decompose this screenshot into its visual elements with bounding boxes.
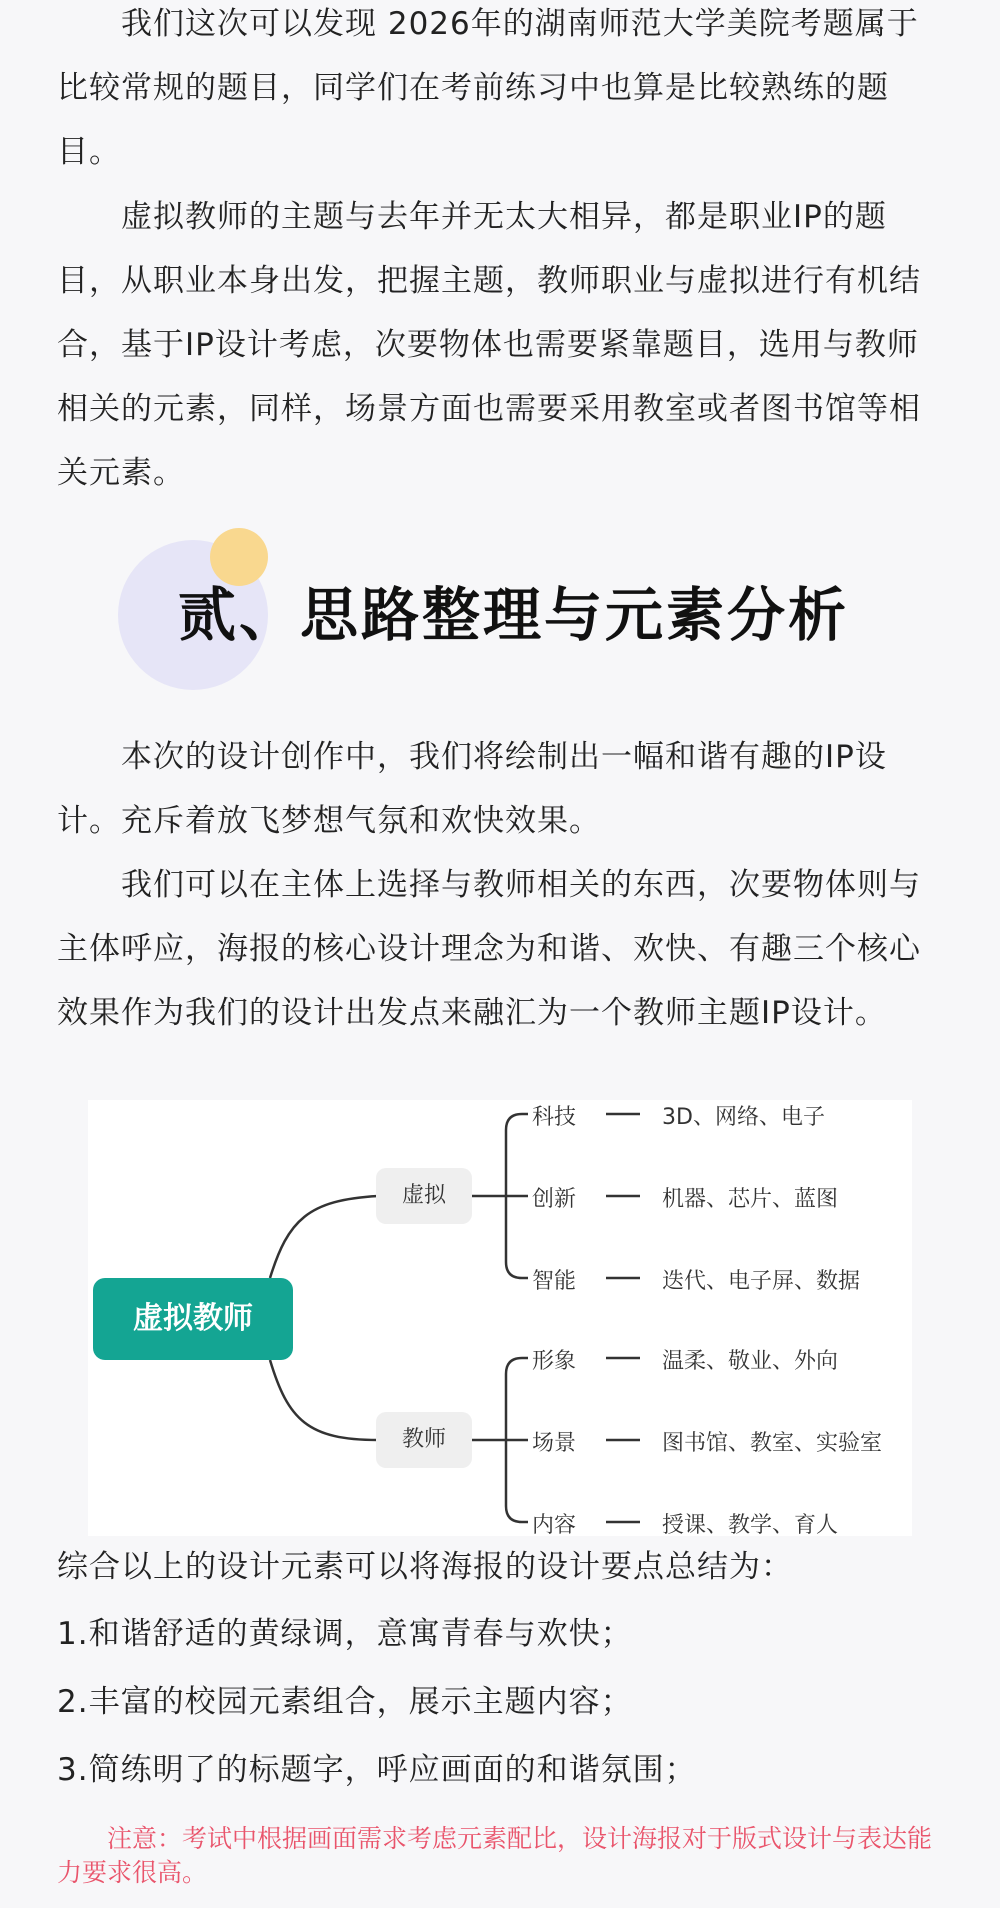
leaf-key: 创新 [532,1187,577,1212]
leaf-value: 授课、教学、育人 [662,1513,839,1538]
section-heading [0,540,1000,690]
leaf-key: 内容 [532,1513,577,1538]
leaf-value: 机器、芯片、蓝图 [662,1187,839,1212]
leaf-value: 图书馆、教室、实验室 [662,1431,883,1456]
intro-paragraph-2: 虚拟教师的主题与去年并无太大相异，都是职业IP的题目，从职业本身出发，把握主题，教师职业与虚拟进行有机结合，基于IP设计考虑，次要物体也需要紧靠题目，选用与教师相关的元素，同样，场景方面也需要采用教室或者图书馆等相关元素。 [57,199,921,491]
summary-point-2: 2.丰富的校园元素组合，展示主题内容； [57,1684,633,1720]
mind-map [88,1100,912,1536]
summary-point-1: 1.和谐舒适的黄绿调，意寓青春与欢快； [57,1616,633,1652]
analysis-paragraph-2: 我们可以在主体上选择与教师相关的东西，次要物体则与主体呼应，海报的核心设计理念为和谐、欢快、有趣三个核心效果作为我们的设计出发点来融汇为一个教师主题IP设计。 [57,867,921,1031]
mind-map-root: 虚拟教师 [93,1278,293,1360]
leaf-value: 迭代、电子屏、数据 [662,1269,861,1294]
leaf-value: 温柔、敬业、外向 [662,1349,839,1374]
summary-point-3: 3.简练明了的标题字，呼应画面的和谐氛围； [57,1752,697,1788]
intro-paragraph-1: 我们这次可以发现 2026年的湖南师范大学美院考题属于比较常规的题目，同学们在考前练习中也算是比较熟练的题目。 [57,6,919,170]
analysis-paragraph-1: 本次的设计创作中，我们将绘制出一幅和谐有趣的IP设计。充斥着放飞梦想气氛和欢快效果。 [57,739,887,839]
exam-note: 注意：考试中根据画面需求考虑元素配比，设计海报对于版式设计与表达能力要求很高。 [57,1824,933,1887]
leaf-key: 智能 [532,1269,577,1294]
section-title: 贰、思路整理与元素分析 [178,581,850,649]
branch-virtual: 虚拟 [376,1168,472,1224]
leaf-key: 场景 [532,1431,577,1456]
branch-teacher: 教师 [376,1412,472,1468]
summary-lead: 综合以上的设计元素可以将海报的设计要点总结为： [57,1549,793,1585]
leaf-key: 科技 [532,1105,577,1130]
leaf-key: 形象 [532,1349,577,1374]
leaf-value: 3D、网络、电子 [662,1105,825,1130]
